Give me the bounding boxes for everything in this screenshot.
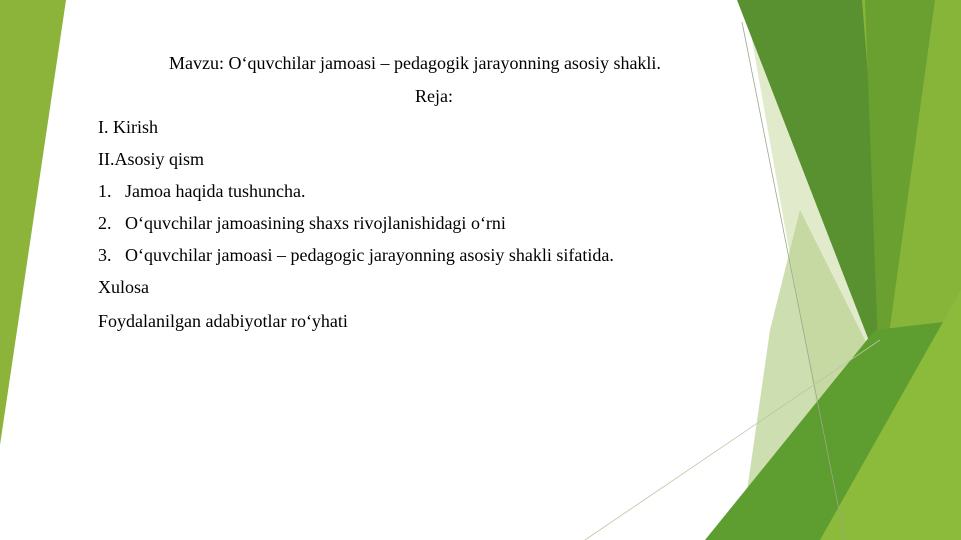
- plan-item-text: O‘quvchilar jamoasining shaxs rivojlanishidagi o‘rni: [125, 213, 506, 233]
- plan-heading: Reja:: [415, 86, 453, 106]
- plan-item-3: [98, 244, 614, 266]
- plan-item-intro: [98, 116, 158, 138]
- plan-item-conclusion: [98, 276, 149, 298]
- slide-title: Mavzu: O‘quvchilar jamoasi – pedagogik jarayonning asosiy shakli.: [169, 53, 661, 73]
- plan-item-text: Xulosa: [98, 277, 149, 297]
- plan-item-references: [98, 310, 348, 332]
- plan-item-1: [98, 180, 305, 202]
- plan-item-number: 3.: [98, 245, 112, 265]
- plan-item-main: [98, 148, 204, 170]
- plan-item-text: O‘quvchilar jamoasi – pedagogic jarayonning asosiy shakli sifatida.: [125, 245, 614, 265]
- plan-item-number: 2.: [98, 213, 112, 233]
- plan-item-text: II.Asosiy qism: [98, 149, 205, 169]
- plan-item-2: [98, 212, 506, 234]
- plan-item-text: I. Kirish: [98, 117, 158, 137]
- plan-item-number: 1.: [98, 181, 112, 201]
- plan-item-text: Jamoa haqida tushuncha.: [125, 181, 306, 201]
- plan-item-text: Foydalanilgan adabiyotlar ro‘yhati: [98, 311, 348, 331]
